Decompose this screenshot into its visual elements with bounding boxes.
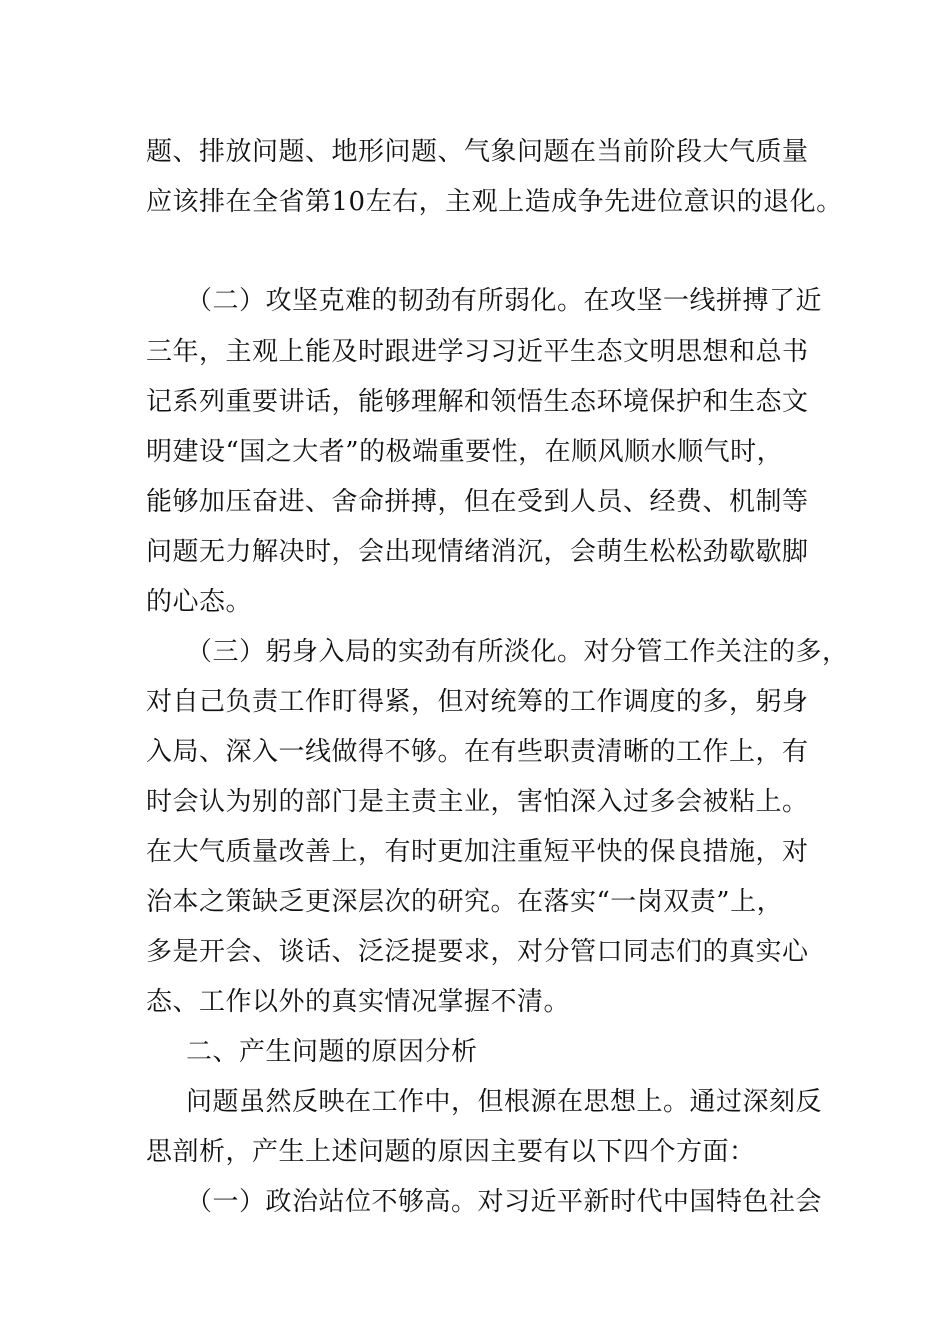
text-line-14: 在大气质量改善上，有时更加注重短平快的保良措施，对 (146, 837, 809, 867)
text-line-17: 态、工作以外的真实情况掌握不清。 (146, 987, 571, 1017)
text-line-1: 题、排放问题、地形问题、气象问题在当前阶段大气质量 (146, 137, 809, 167)
text-line-12: 入局、深入一线做得不够。在有些职责清晰的工作上，有 (146, 737, 809, 767)
paragraph-2-heading: （二）攻坚克难的韧劲有所弱化。在攻坚一线拼搏了近 (186, 286, 823, 316)
text-line-11: 对自己负责工作盯得紧，但对统筹的工作调度的多，躬身 (146, 687, 809, 717)
text-line-16: 多是开会、谈话、泛泛提要求，对分管口同志们的真实心 (146, 937, 809, 967)
text-line-15: 治本之策缺乏更深层次的研究。在落实“一岗双责”上， (146, 887, 784, 917)
text-line-19: 问题虽然反映在工作中，但根源在思想上。通过深刻反 (186, 1087, 823, 1117)
text-line-5: 记系列重要讲话，能够理解和领悟生态环境保护和生态文 (146, 387, 809, 417)
text-line-4: 三年，主观上能及时跟进学习习近平生态文明思想和总书 (146, 337, 809, 367)
text-line-6: 明建设“国之大者”的极端重要性，在顺风顺水顺气时， (146, 437, 784, 467)
text-line-8: 问题无力解决时，会出现情绪消沉，会萌生松松劲歇歇脚 (146, 537, 809, 567)
text-line-9: 的心态。 (146, 587, 253, 617)
text-line-7: 能够加压奋进、舍命拼搏，但在受到人员、经费、机制等 (146, 487, 809, 517)
paragraph-cause-1-heading: （一）政治站位不够高。对习近平新时代中国特色社会 (186, 1187, 823, 1217)
text-line-13: 时会认为别的部门是主责主业，害怕深入过多会被粘上。 (146, 787, 809, 817)
text-line-2: 应该排在全省第10左右，主观上造成争先进位意识的退化。 (146, 187, 843, 217)
paragraph-3-heading: （三）躬身入局的实劲有所淡化。对分管工作关注的多， (186, 637, 849, 667)
text-line-20: 思剖析，产生上述问题的原因主要有以下四个方面： (146, 1137, 756, 1167)
section-heading-causes: 二、产生问题的原因分析 (186, 1037, 478, 1067)
